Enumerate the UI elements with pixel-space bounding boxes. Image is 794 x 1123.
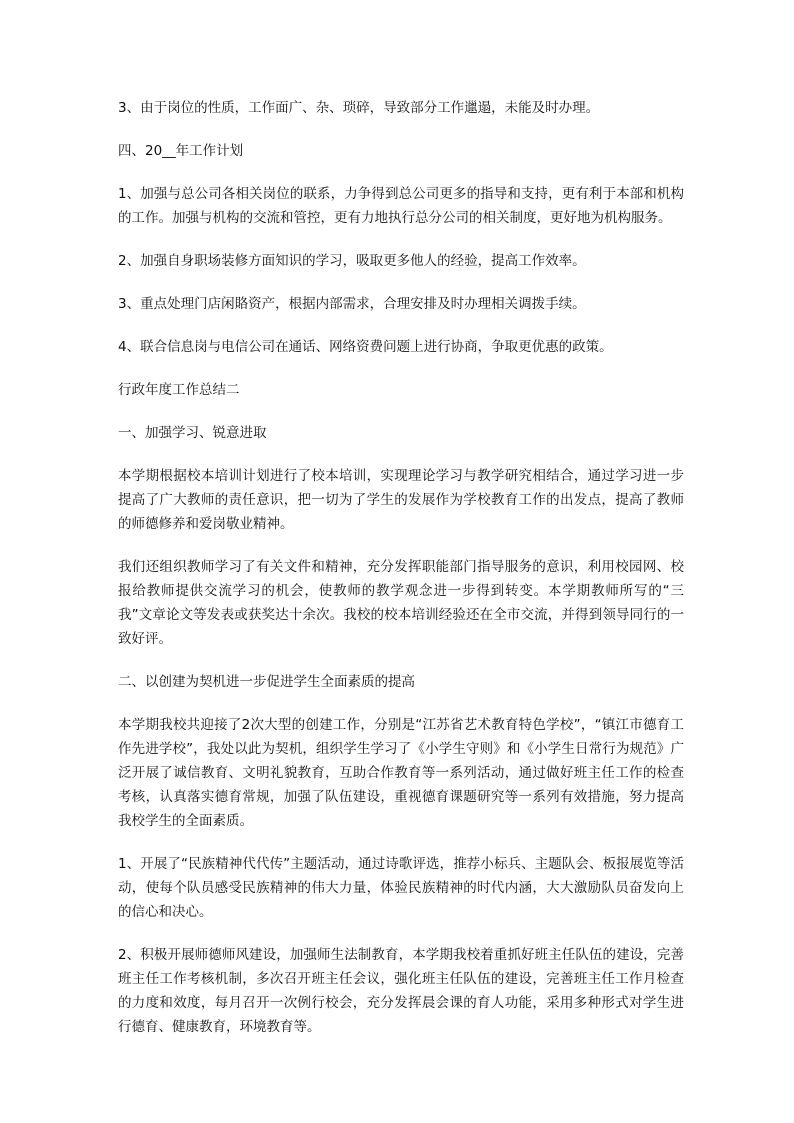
plan-item-2: 2、加强自身职场装修方面知识的学习，吸取更多他人的经验，提高工作效率。: [118, 253, 586, 269]
plan-item-3: 3、重点处理门店闲賂资产，根据内部需求，合理安排及时办理相关调拨手续。: [118, 296, 586, 312]
section-heading-work-plan: 四、20__年工作计划: [118, 143, 244, 159]
paragraph-training: 本学期根据校本培训计划进行了校本培训，实现理论学习与教学研究相结合，通过学习进一步提高了广大教师的责任意识，把一切为了学生的发展作为学校教育工作的出发点，提高了教师的师德修养和爱岗敬业精神。: [118, 468, 684, 532]
section-heading-study: 一、加强学习、锐意进取: [118, 425, 267, 441]
plan-item-4: 4、联合信息岗与电信公司在通话、网络资费问题上进行协商，争取更优惠的政策。: [118, 339, 613, 355]
paragraph-item-3-issue: 3、由于岗位的性质，工作面广、杂、琐碎，导致部分工作邋遢，未能及时办理。: [118, 100, 600, 116]
activity-item-2: 2、积极开展师德师风建设，加强师生法制教育，本学期我校着重抓好班主任队伍的建设，完善班主任工作考核机制，多次召开班主任会议，强化班主任队伍的建设，完善班主任工作月检查的力度和效度，每月召开一次例行校会，充分发挥晨会课的育人功能，采用多种形式对学生进行德育、健康教育，环境教育等。: [118, 947, 684, 1035]
document-subtitle: 行政年度工作总结二: [118, 382, 240, 398]
paragraph-teacher-study: 我们还组织教师学习了有关文件和精神，充分发挥职能部门指导服务的意识，利用校园网、校报给教师提供交流学习的机会，使教师的教学观念进一步得到转变。本学期教师所写的“三我”文章论文等发表或获奖达十余次。我校的校本培训经验还在全市交流，并得到领导同行的一致好评。: [118, 559, 684, 647]
paragraph-creation-work: 本学期我校共迎接了2次大型的创建工作，分别是“江苏省艺术教育特色学校”，“镇江市德育工作先进学校”，我处以此为契机，组织学生学习了《小学生守则》和《小学生日常行为规范》广泛开展了诚信教育、文明礼貌教育，互助合作教育等一系列活动，通过做好班主任工作的检查考核，认真落实德育常规，加强了队伍建设，重视德育课题研究等一系列有效措施，努力提高我校学生的全面素质。: [118, 717, 684, 829]
activity-item-1: 1、开展了“民族精神代代传”主题活动，通过诗歌评选，推荐小标兵、主题队会、板报展览等活动，使每个队员感受民族精神的伟大力量，体验民族精神的时代内涵，大大激励队员奋发向上的信心和决心。: [118, 856, 684, 920]
plan-item-1: 1、加强与总公司各相关岗位的联系，力争得到总公司更多的指导和支持，更有利于本部和机构的工作。加强与机构的交流和管控，更有力地执行总分公司的相关制度，更好地为机构服务。: [118, 186, 684, 226]
section-heading-quality: 二、以创建为契机进一步促进学生全面素质的提高: [118, 674, 415, 690]
document-page: [118, 96, 684, 1055]
